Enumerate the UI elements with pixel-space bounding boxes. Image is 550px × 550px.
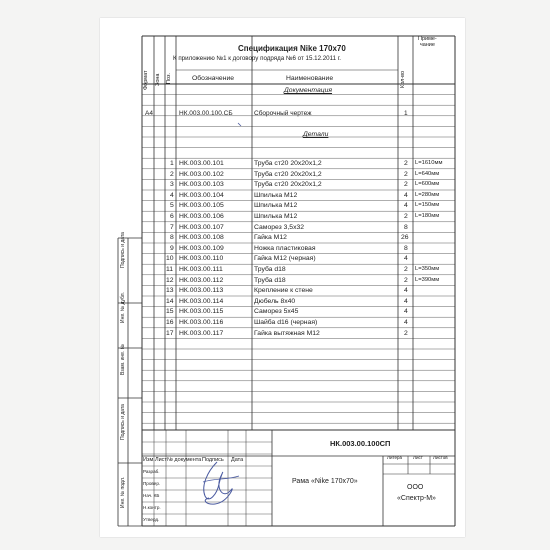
title-block-code: НК.003.00.100СП [330, 439, 391, 448]
company-line-2: «Спектр-М» [397, 495, 436, 502]
row-note: L=390мм [415, 276, 440, 283]
document-subtitle: К приложению №1 к договору подряда №6 от 15.12.2011 г. [173, 55, 341, 62]
row-note: L=280мм [415, 191, 440, 198]
row-pos: 17 [166, 329, 174, 337]
row-qty: 4 [404, 297, 408, 305]
sheet-label: Лист [413, 455, 423, 460]
row-pos: 16 [166, 319, 174, 326]
row-name: Труба ст20 20х20х1,2 [254, 160, 322, 167]
row-pos: 1 [170, 160, 174, 167]
row-designation: НК.003.00.107 [179, 223, 224, 231]
row-name: Труба ст20 20х20х1,2 [254, 181, 322, 189]
section-details: Детали [303, 131, 329, 138]
stamp-vzam-inv: Взам. инв. № [120, 344, 126, 375]
row-pos: 10 [166, 255, 174, 263]
change-label: Подпись [202, 457, 224, 463]
row-pos: 15 [166, 308, 174, 316]
change-label: № документа [167, 457, 202, 463]
col-qty-label: Кол-во [400, 70, 406, 88]
checkmark-mark [236, 118, 246, 128]
row-qty: 2 [404, 213, 408, 220]
row-designation: НК.003.00.109 [179, 244, 224, 252]
product-name: Рама «Nike 170x70» [292, 478, 358, 485]
change-label: Лист [155, 457, 167, 463]
row-name: Шайба d16 (черная) [254, 319, 318, 326]
row-pos: 5 [170, 202, 174, 210]
row-pos: 8 [170, 234, 174, 242]
document-title: Спецификация Nike 170x70 [238, 44, 346, 53]
company-line-1: ООО [407, 484, 424, 491]
row-designation: НК.003.00.110 [179, 255, 224, 263]
role-label: Разраб. [143, 469, 160, 474]
litera-label: Литера [387, 455, 402, 460]
col-designation-label: Обозначение [192, 75, 235, 82]
doc-qty: 1 [404, 110, 408, 117]
doc-designation: НК.003.00.100.СБ [179, 110, 233, 117]
row-name: Гайка М12 (черная) [254, 255, 316, 263]
role-label: Утверд. [143, 517, 160, 522]
row-designation: НК.003.00.115 [179, 308, 224, 316]
section-documentation: Документация [284, 87, 333, 94]
row-designation: НК.003.00.116 [179, 319, 224, 326]
doc-format: A4 [145, 110, 153, 117]
col-format-label: Формат [143, 70, 149, 90]
row-note: L=350мм [415, 266, 440, 272]
row-name: Шпилька М12 [254, 191, 298, 199]
row-note: L=640мм [415, 170, 440, 177]
row-pos: 12 [166, 276, 174, 284]
row-pos: 11 [166, 266, 174, 273]
stamp-inv-podl: Инв. № подл. [120, 476, 126, 508]
row-name: Крепление к стене [254, 287, 313, 295]
row-name: Труба d18 [254, 266, 286, 273]
row-qty: 4 [404, 255, 408, 263]
row-designation: НК.003.00.101 [179, 160, 224, 167]
row-designation: НК.003.00.102 [179, 170, 224, 178]
row-name: Ножка пластиковая [254, 244, 316, 252]
row-note: L=180мм [415, 213, 440, 219]
row-name: Шпилька М12 [254, 202, 298, 210]
row-pos: 4 [170, 191, 174, 199]
row-note: L=150мм [415, 202, 440, 209]
row-note: L=600мм [415, 181, 440, 188]
col-zone-label: Зона [155, 73, 161, 86]
row-qty: 2 [404, 329, 408, 337]
row-qty: 2 [404, 276, 408, 284]
row-name: Саморез 3,5х32 [254, 223, 305, 231]
row-name: Труба d18 [254, 276, 286, 284]
row-designation: НК.003.00.108 [179, 234, 224, 242]
col-note-label: Приме- чание [418, 36, 437, 49]
doc-name: Сборочный чертеж [254, 110, 312, 117]
row-designation: НК.003.00.113 [179, 287, 224, 295]
role-label: Провер. [143, 481, 161, 486]
row-name: Гайка М12 [254, 234, 287, 242]
row-qty: 4 [404, 287, 408, 295]
row-designation: НК.003.00.112 [179, 276, 224, 284]
row-qty: 4 [404, 308, 408, 316]
row-pos: 7 [170, 223, 174, 231]
col-name-label: Наименование [286, 75, 334, 82]
stamp-sign-date-2: Подпись и дата [120, 404, 126, 440]
row-name: Саморез 5х45 [254, 308, 299, 316]
row-qty: 4 [404, 319, 408, 326]
row-designation: НК.003.00.114 [179, 297, 224, 305]
row-designation: НК.003.00.103 [179, 181, 224, 189]
row-pos: 3 [170, 181, 174, 189]
row-qty: 4 [404, 191, 408, 199]
row-pos: 13 [166, 287, 174, 295]
change-label: Изм. [143, 457, 155, 463]
specification-sheet [100, 18, 465, 537]
row-designation: НК.003.00.106 [179, 213, 224, 220]
row-name: Труба ст20 20х20х1,2 [254, 170, 322, 178]
row-qty: 2 [404, 160, 408, 167]
row-pos: 9 [170, 244, 174, 252]
role-label: Н.контр. [143, 505, 161, 510]
handwritten-signature [195, 456, 245, 508]
row-qty: 8 [404, 244, 408, 252]
stamp-inv-dub: Инв. № дубл. [120, 292, 126, 323]
sheets-label: Листов [433, 455, 448, 460]
row-qty: 8 [404, 223, 408, 231]
row-name: Шпилька М12 [254, 213, 298, 220]
role-label: Нач. КБ [143, 493, 160, 498]
row-designation: НК.003.00.117 [179, 329, 224, 337]
row-name: Дюбель 8х40 [254, 297, 296, 305]
change-label: Дата [231, 457, 244, 463]
row-note: L=1610мм [415, 160, 443, 166]
row-qty: 4 [404, 202, 408, 210]
row-qty: 2 [404, 181, 408, 189]
row-name: Гайка вытяжная М12 [254, 329, 320, 337]
row-qty: 26 [401, 234, 409, 242]
row-qty: 2 [404, 266, 408, 273]
row-pos: 6 [170, 213, 174, 220]
row-pos: 2 [170, 170, 174, 178]
row-designation: НК.003.00.104 [179, 191, 224, 199]
row-designation: НК.003.00.105 [179, 202, 224, 210]
col-pos-label: Поз. [166, 73, 172, 84]
row-qty: 2 [404, 170, 408, 178]
row-pos: 14 [166, 297, 174, 305]
stamp-sign-date-1: Подпись и дата [120, 232, 126, 268]
row-designation: НК.003.00.111 [179, 266, 223, 273]
